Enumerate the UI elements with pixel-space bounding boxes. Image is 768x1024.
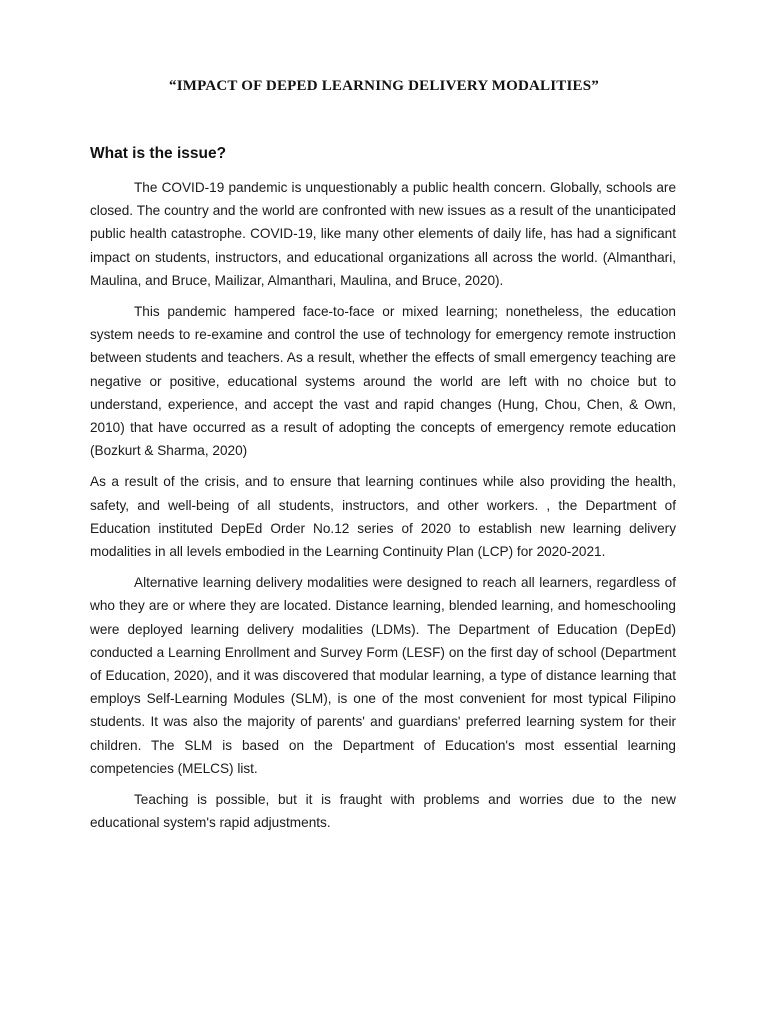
paragraph: As a result of the crisis, and to ensure that learning continues while also providing the health, safety, and well-being of all students, instructors, and other workers. , the Department of Education instituted DepEd Order No.12 series of 2020 to establish new learning delivery modalities in all levels embodied in the Learning Continuity Plan (LCP) for 2020-2021.	[90, 474, 676, 560]
section-heading: What is the issue?	[90, 145, 227, 162]
paragraph: Alternative learning delivery modalities were designed to reach all learners, regardless of who they are or where they are located. Distance learning, blended learning, and homeschooling were deployed learning delivery modalities (LDMs). The Department of Education (DepEd) conducted a Learning Enrollment and Survey Form (LESF) on the first day of school (Department of Education, 2020), and it was discovered that modular learning, a type of distance learning that employs Self-Learning Modules (SLM), is one of the most convenient for most typical Filipino students. It was also the majority of parents' and guardians' preferred learning system for their children. The SLM is based on the Department of Education's most essential learning competencies (MELCS) list.	[90, 575, 676, 776]
paragraph: This pandemic hampered face-to-face or mixed learning; nonetheless, the education system needs to re-examine and control the use of technology for emergency remote instruction between students and teachers. As a result, whether the effects of small emergency teaching are negative or positive, educational systems around the world are left with no choice but to understand, experience, and accept the vast and rapid changes (Hung, Chou, Chen, & Own, 2010) that have occurred as a result of adopting the concepts of emergency remote education (Bozkurt & Sharma, 2020)	[90, 304, 676, 459]
paragraph: The COVID-19 pandemic is unquestionably a public health concern. Globally, schools are closed. The country and the world are confronted with new issues as a result of the unanticipated public health catastrophe. COVID-19, like many other elements of daily life, has had a significant impact on students, instructors, and educational organizations all across the world. (Almanthari, Maulina, and Bruce, Mailizar, Almanthari, Maulina, and Bruce, 2020).	[90, 180, 676, 288]
paragraph: Teaching is possible, but it is fraught with problems and worries due to the new educational system's rapid adjustments.	[90, 792, 676, 831]
document-title: “IMPACT OF DEPED LEARNING DELIVERY MODALITIES”	[169, 78, 599, 94]
document-body	[90, 176, 676, 842]
